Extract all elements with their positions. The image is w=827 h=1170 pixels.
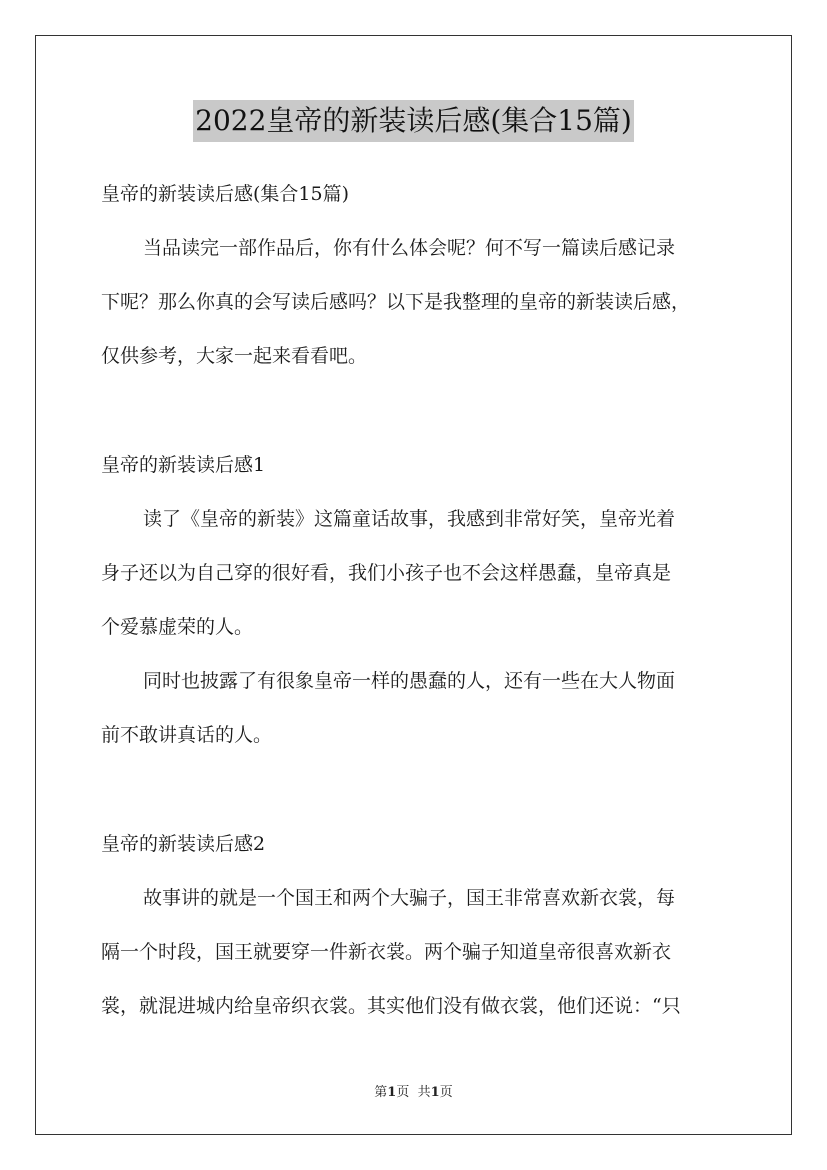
- section-2-para-1-line-3: 裳，就混进城内给皇帝织衣裳。其实他们没有做衣裳，他们还说：“只: [101, 995, 681, 1017]
- intro-line-2: 下呢？那么你真的会写读后感吗？以下是我整理的皇帝的新装读后感，: [101, 291, 691, 313]
- section-1-heading: 皇帝的新装读后感1: [101, 454, 266, 476]
- section-2-para-1-line-2: 隔一个时段，国王就要穿一件新衣裳。两个骗子知道皇帝很喜欢新衣: [101, 941, 672, 963]
- total-prefix: 共: [417, 1085, 431, 1100]
- intro-line-1: 当品读完一部作品后，你有什么体会呢？何不写一篇读后感记录: [143, 237, 676, 259]
- section-1-para-2-line-1: 同时也披露了有很象皇帝一样的愚蠢的人，还有一些在大人物面: [143, 670, 676, 692]
- document-title: 2022皇帝的新装读后感(集合15篇): [193, 100, 634, 142]
- subtitle: 皇帝的新装读后感(集合15篇): [101, 183, 350, 205]
- section-1-para-2-line-2: 前不敢讲真话的人。: [101, 724, 273, 746]
- page-suffix: 页: [396, 1085, 410, 1100]
- section-2-heading: 皇帝的新装读后感2: [101, 833, 266, 855]
- section-2-para-1-line-1: 故事讲的就是一个国王和两个大骗子，国王非常喜欢新衣裳，每: [143, 887, 676, 909]
- title-container: [0, 100, 827, 142]
- page-total: 1: [430, 1085, 440, 1100]
- section-1-para-1-line-3: 个爱慕虚荣的人。: [101, 616, 254, 638]
- page-footer: [0, 1084, 827, 1102]
- section-1-para-1-line-1: 读了《皇帝的新装》这篇童话故事，我感到非常好笑，皇帝光着: [143, 508, 676, 530]
- total-suffix: 页: [439, 1085, 453, 1100]
- intro-line-3: 仅供参考，大家一起来看看吧。: [101, 345, 368, 367]
- section-1-para-1-line-2: 身子还以为自己穿的很好看，我们小孩子也不会这样愚蠢，皇帝真是: [101, 562, 672, 584]
- page-prefix: 第: [374, 1085, 388, 1100]
- page-current: 1: [387, 1085, 397, 1100]
